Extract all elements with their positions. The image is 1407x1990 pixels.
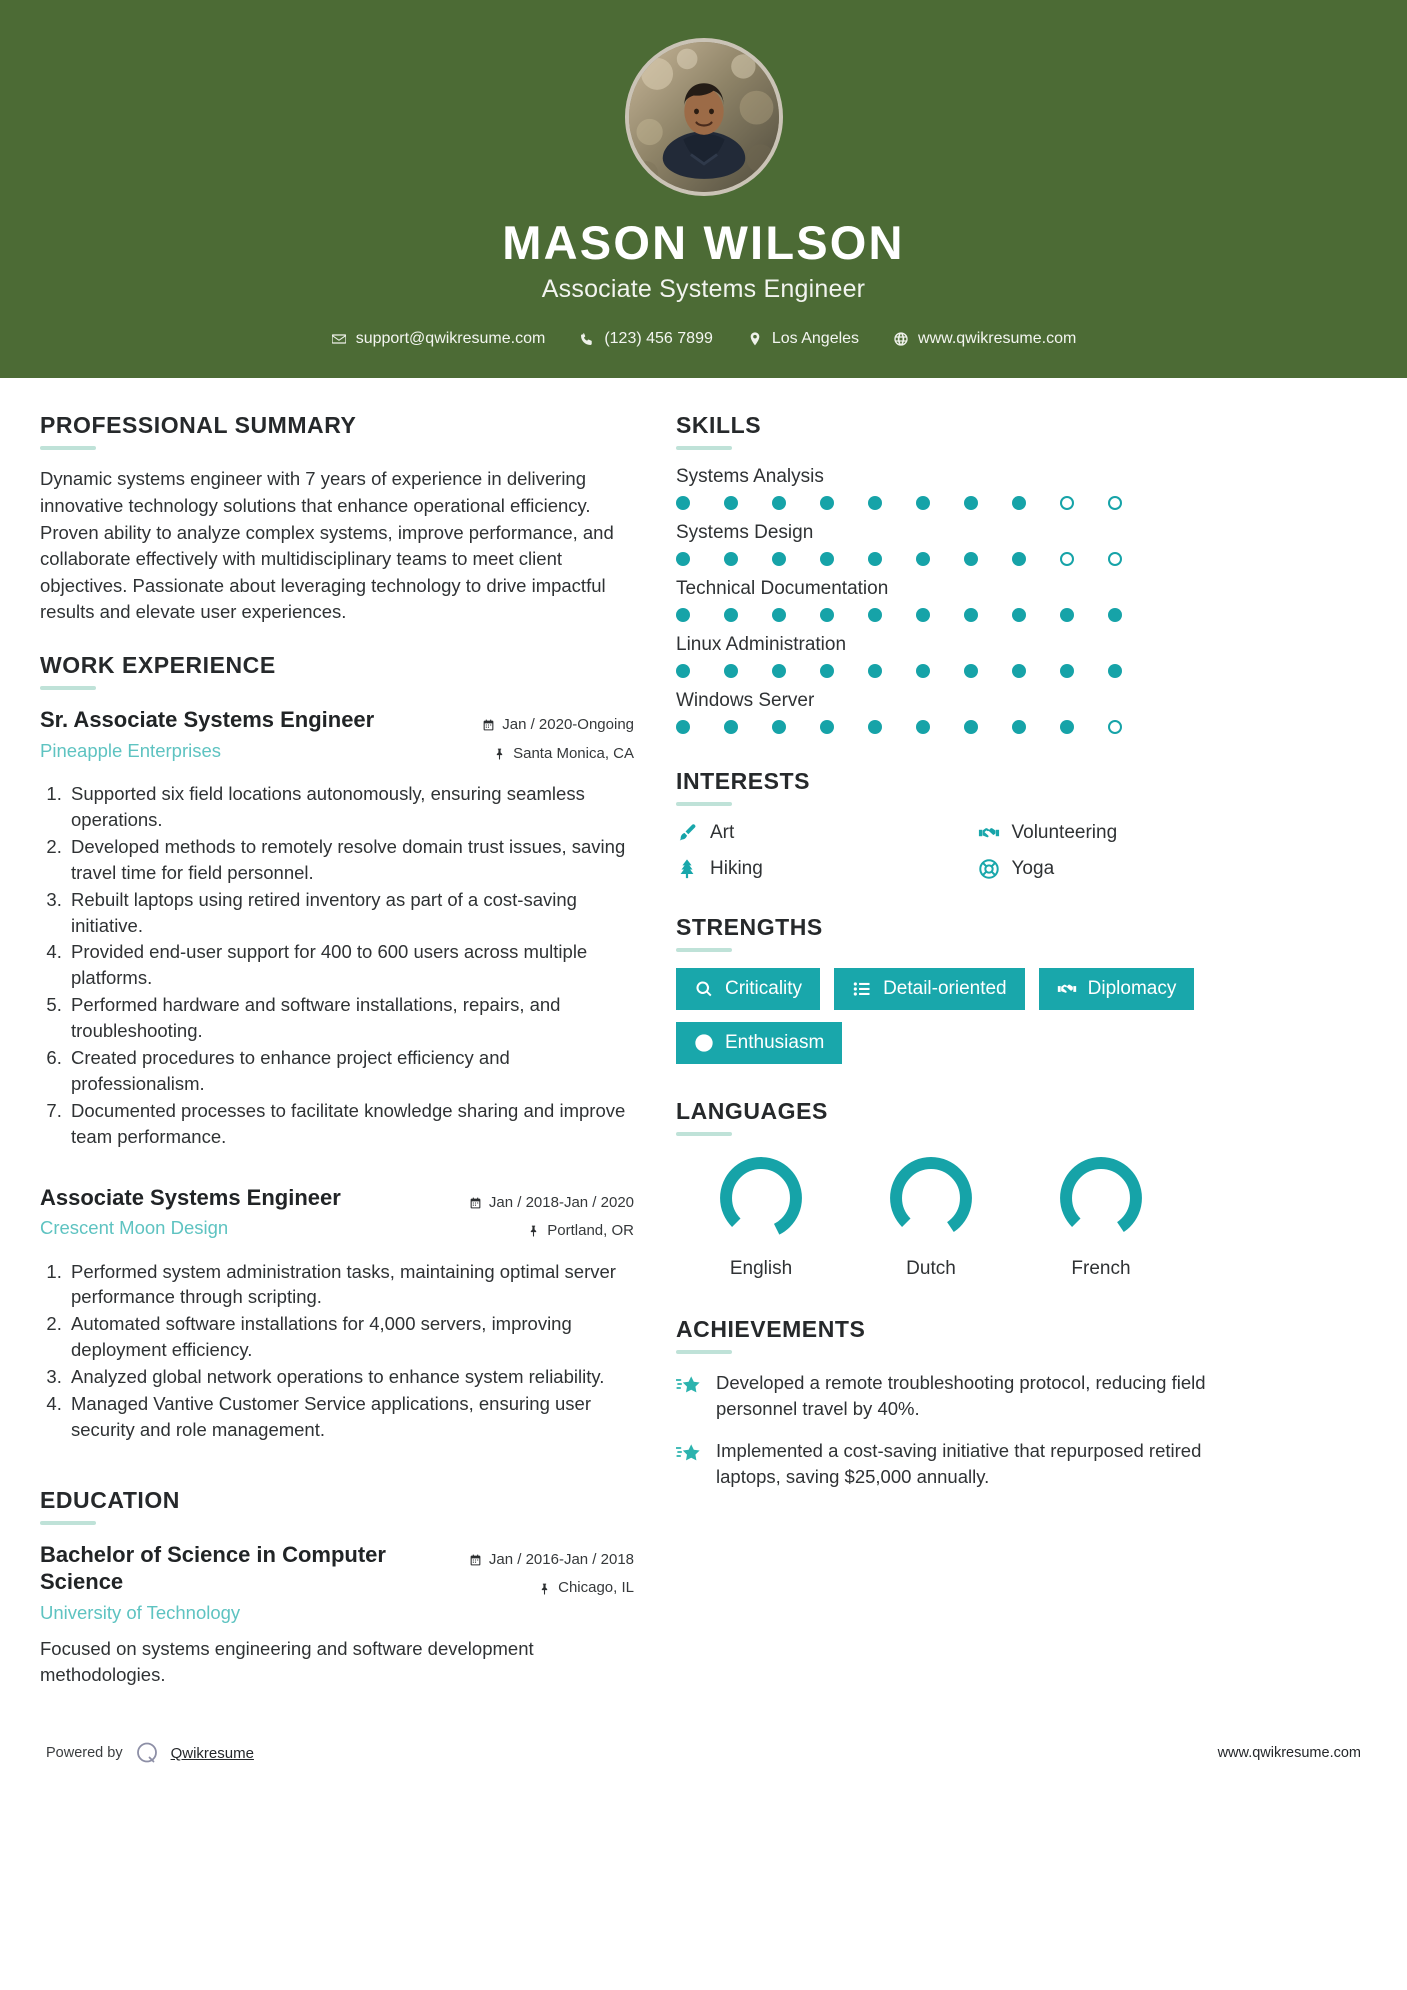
rating-dot-filled — [676, 496, 690, 510]
experience-date: Jan / 2020-Ongoing — [502, 716, 634, 734]
rating-dot-empty — [1108, 552, 1122, 566]
section-header — [40, 412, 634, 450]
list-item: 3. Analyzed global network operations to enhance system reliability. — [67, 1364, 634, 1390]
experience-date-row — [469, 1189, 634, 1218]
lifebuoy-icon — [978, 858, 1000, 880]
section-title-summary: PROFESSIONAL SUMMARY — [40, 412, 357, 439]
interest-label: Art — [710, 822, 735, 844]
entry-header — [40, 706, 634, 768]
rating-dot-filled — [1012, 608, 1026, 622]
skill-label: Technical Documentation — [676, 578, 889, 600]
rating-dot-filled — [1012, 496, 1026, 510]
list-item: 2. Developed methods to remotely resolve domain trust issues, saving travel time for field personnel. — [67, 834, 634, 886]
rating-dot-empty — [1108, 496, 1122, 510]
section-title-education: EDUCATION — [40, 1486, 180, 1513]
interest-label: Hiking — [710, 858, 763, 880]
tree-icon — [676, 858, 698, 880]
section-title-skills: SKILLS — [676, 412, 762, 439]
education-date-row — [469, 1546, 634, 1575]
achievement-item — [676, 1438, 1271, 1490]
rating-dot-filled — [964, 496, 978, 510]
section-work-experience — [40, 652, 634, 1443]
list-icon — [852, 979, 872, 999]
section-professional-summary — [40, 412, 634, 626]
rating-dot-filled — [1012, 664, 1026, 678]
experience-entry — [40, 706, 634, 1149]
rating-dot-filled — [772, 664, 786, 678]
rating-dot-filled — [868, 496, 882, 510]
list-item: 6. Created procedures to enhance project efficiency and professionalism. — [67, 1045, 634, 1097]
language-label: Dutch — [906, 1258, 956, 1280]
language-label: English — [729, 1258, 793, 1280]
strength-tag-enthusiasm — [676, 1022, 842, 1064]
handshake-icon — [1057, 979, 1077, 999]
rating-dot-filled — [1108, 664, 1122, 678]
strengths-list — [676, 968, 1271, 1064]
experience-location-row — [482, 740, 634, 769]
language-item — [676, 1152, 846, 1280]
rating-dot-filled — [676, 720, 690, 734]
rating-dot-filled — [772, 608, 786, 622]
list-item: 4. Provided end-user support for 400 to 600 users across multiple platforms. — [67, 939, 634, 991]
experience-location-row — [469, 1217, 634, 1246]
language-label: French — [1071, 1258, 1131, 1280]
rating-dot-filled — [916, 608, 930, 622]
experience-date-row — [482, 711, 634, 740]
calendar-icon — [482, 718, 495, 732]
pin-icon — [527, 1224, 540, 1238]
entry-identity — [40, 1541, 455, 1624]
pin-icon — [538, 1582, 551, 1596]
powered-by-label: Powered by — [46, 1745, 123, 1762]
rating-dot-filled — [868, 720, 882, 734]
rating-dot-filled — [916, 496, 930, 510]
section-header — [676, 1316, 1271, 1354]
experience-title: Associate Systems Engineer — [40, 1184, 341, 1210]
section-rule — [40, 446, 96, 450]
rating-dot-empty — [1108, 720, 1122, 734]
list-item: 1. Supported six field locations autonomously, ensuring seamless operations. — [67, 781, 634, 833]
interest-item — [676, 822, 970, 844]
rating-dot-empty — [1060, 496, 1074, 510]
skill-item — [676, 466, 1271, 510]
location-icon — [747, 331, 763, 347]
language-progress-ring — [715, 1152, 807, 1244]
skill-item — [676, 634, 1271, 678]
rating-dot-filled — [916, 552, 930, 566]
education-location: Chicago, IL — [558, 1579, 634, 1597]
email-icon — [331, 331, 347, 347]
rating-dot-filled — [964, 552, 978, 566]
rating-dot-filled — [916, 664, 930, 678]
right-column — [676, 412, 1271, 1515]
rating-dot-filled — [1060, 664, 1074, 678]
resume-body — [0, 378, 1407, 1714]
skills-list — [676, 466, 1271, 734]
skill-item — [676, 690, 1271, 734]
skill-label: Systems Design — [676, 522, 814, 544]
achievement-text: Implemented a cost-saving initiative that repurposed retired laptops, saving $25,000 annually. — [716, 1439, 1202, 1487]
section-skills — [676, 412, 1271, 734]
page-title: MASON WILSON — [502, 216, 905, 269]
rating-dot-filled — [724, 496, 738, 510]
section-header — [40, 652, 634, 690]
rating-dot-filled — [868, 552, 882, 566]
section-languages — [676, 1098, 1271, 1280]
section-title-interests: INTERESTS — [676, 768, 811, 795]
powered-by — [46, 1740, 254, 1766]
rating-dot-filled — [1012, 552, 1026, 566]
list-item: 5. Performed hardware and software installations, repairs, and troubleshooting. — [67, 992, 634, 1044]
qwikresume-brand-link[interactable]: Qwikresume — [170, 1744, 254, 1762]
phone-icon — [579, 331, 595, 347]
section-rule — [676, 1350, 732, 1354]
language-item — [1016, 1152, 1186, 1280]
rating-dot-filled — [868, 664, 882, 678]
interest-item — [978, 822, 1272, 844]
entry-header — [40, 1541, 634, 1624]
rating-dot-filled — [820, 608, 834, 622]
rating-dot-filled — [724, 720, 738, 734]
contact-bar — [0, 330, 1407, 348]
rating-dot-filled — [676, 664, 690, 678]
rating-dot-filled — [964, 608, 978, 622]
left-column — [40, 412, 634, 1714]
rating-dot-filled — [820, 664, 834, 678]
calendar-icon — [469, 1196, 482, 1210]
skill-rating — [676, 664, 1271, 678]
star-icon — [676, 1441, 702, 1467]
education-date: Jan / 2016-Jan / 2018 — [488, 1550, 634, 1568]
experience-title: Sr. Associate Systems Engineer — [40, 707, 375, 733]
skill-label: Linux Administration — [676, 634, 847, 656]
section-rule — [40, 686, 96, 690]
experience-company: Crescent Moon Design — [40, 1217, 229, 1239]
resume-footer — [0, 1740, 1407, 1792]
rating-dot-filled — [724, 664, 738, 678]
section-title-languages: LANGUAGES — [676, 1098, 828, 1125]
rating-dot-filled — [916, 720, 930, 734]
interest-label: Volunteering — [1011, 822, 1118, 844]
rating-dot-filled — [1108, 608, 1122, 622]
calendar-icon — [469, 1553, 482, 1567]
section-header — [676, 768, 1271, 806]
rating-dot-filled — [1060, 720, 1074, 734]
section-title-work: WORK EXPERIENCE — [40, 652, 276, 679]
rating-dot-filled — [820, 720, 834, 734]
section-education — [40, 1487, 634, 1689]
contact-website-text: www.qwikresume.com — [918, 330, 1077, 348]
entry-identity — [40, 706, 468, 762]
language-progress-ring — [1055, 1152, 1147, 1244]
summary-text: Dynamic systems engineer with 7 years of experience in delivering innovative technology solutions that enhance operational efficiency. Proven ability to analyze complex systems, improve performance, and collaborate effectively with multidisciplinary teams to meet client objectives. Passionate about leveraging technology to drive impactful results and elevate user experiences. — [40, 468, 614, 623]
rating-dot-filled — [1060, 608, 1074, 622]
section-rule — [40, 1521, 96, 1525]
contact-location-text: Los Angeles — [771, 330, 860, 348]
experience-location: Portland, OR — [547, 1222, 634, 1240]
section-rule — [676, 802, 732, 806]
skill-item — [676, 522, 1271, 566]
experience-date: Jan / 2018-Jan / 2020 — [488, 1193, 634, 1211]
rating-dot-filled — [724, 608, 738, 622]
list-item: 3. Rebuilt laptops using retired inventory as part of a cost-saving initiative. — [67, 887, 634, 939]
interest-label: Yoga — [1011, 858, 1055, 880]
entry-header — [40, 1184, 634, 1246]
skill-item — [676, 578, 1271, 622]
avatar — [625, 38, 783, 196]
education-description: Focused on systems engineering and software development methodologies. — [40, 1637, 534, 1686]
pin-icon — [493, 747, 506, 761]
experience-location: Santa Monica, CA — [513, 744, 634, 762]
rating-dot-filled — [964, 720, 978, 734]
section-strengths — [676, 914, 1271, 1064]
smiley-icon — [694, 1033, 714, 1053]
rating-dot-filled — [676, 608, 690, 622]
education-location-row — [469, 1574, 634, 1603]
globe-icon — [893, 331, 909, 347]
entry-identity — [40, 1184, 455, 1240]
rating-dot-filled — [868, 608, 882, 622]
section-interests — [676, 768, 1271, 880]
paintbrush-icon — [676, 822, 698, 844]
entry-meta — [482, 706, 634, 768]
rating-dot-empty — [1060, 552, 1074, 566]
contact-email[interactable] — [314, 330, 563, 348]
magnifier-icon — [694, 979, 714, 999]
list-item: 2. Automated software installations for 4,000 servers, improving deployment efficiency. — [67, 1311, 634, 1363]
strength-tag-diplomacy — [1039, 968, 1195, 1010]
section-achievements — [676, 1316, 1271, 1490]
rating-dot-filled — [1012, 720, 1026, 734]
experience-company: Pineapple Enterprises — [40, 739, 221, 761]
skill-label: Systems Analysis — [676, 466, 824, 488]
footer-url[interactable]: www.qwikresume.com — [1217, 1745, 1361, 1762]
skill-rating — [676, 608, 1271, 622]
rating-dot-filled — [820, 552, 834, 566]
rating-dot-filled — [772, 496, 786, 510]
education-school: University of Technology — [40, 1601, 241, 1623]
interests-grid — [676, 822, 1271, 880]
experience-bullets — [40, 1259, 634, 1443]
handshake-icon — [978, 822, 1000, 844]
education-degree: Bachelor of Science in Computer Science — [40, 1541, 386, 1595]
languages-list — [676, 1152, 1271, 1280]
language-progress-ring — [885, 1152, 977, 1244]
strength-label: Detail-oriented — [883, 978, 1007, 1000]
section-title-strengths: STRENGTHS — [676, 914, 823, 941]
section-header — [676, 1098, 1271, 1136]
experience-bullets — [40, 781, 634, 1149]
skill-rating — [676, 720, 1271, 734]
contact-phone[interactable] — [562, 330, 730, 348]
education-entry — [40, 1541, 634, 1689]
job-title: Associate Systems Engineer — [541, 275, 866, 304]
contact-email-text: support@qwikresume.com — [355, 330, 546, 348]
rating-dot-filled — [772, 552, 786, 566]
list-item: 1. Performed system administration tasks, maintaining optimal server performance through scripting. — [67, 1259, 634, 1311]
rating-dot-filled — [772, 720, 786, 734]
entry-meta — [469, 1541, 634, 1603]
star-icon — [676, 1373, 702, 1399]
section-header — [676, 412, 1271, 450]
strength-label: Criticality — [725, 978, 803, 1000]
contact-location[interactable] — [730, 330, 876, 348]
section-header — [676, 914, 1271, 952]
experience-entry — [40, 1184, 634, 1443]
qwikresume-logo-icon — [134, 1740, 160, 1766]
resume-header — [0, 0, 1407, 378]
achievement-text: Developed a remote troubleshooting protocol, reducing field personnel travel by 40%. — [716, 1372, 1206, 1419]
strength-tag-detail-oriented — [834, 968, 1025, 1010]
achievement-item — [676, 1370, 1271, 1422]
strength-label: Enthusiasm — [725, 1032, 825, 1054]
strength-tag-criticality — [676, 968, 820, 1010]
strength-label: Diplomacy — [1087, 978, 1177, 1000]
contact-phone-text: (123) 456 7899 — [604, 330, 713, 348]
list-item: 4. Managed Vantive Customer Service applications, ensuring user security and role management. — [67, 1391, 634, 1443]
rating-dot-filled — [724, 552, 738, 566]
skill-label: Windows Server — [676, 690, 815, 712]
section-title-achievements: ACHIEVEMENTS — [676, 1316, 866, 1343]
language-item — [846, 1152, 1016, 1280]
entry-meta — [469, 1184, 634, 1246]
rating-dot-filled — [820, 496, 834, 510]
section-rule — [676, 1132, 732, 1136]
skill-rating — [676, 496, 1271, 510]
contact-website[interactable] — [876, 330, 1093, 348]
interest-item — [978, 858, 1272, 880]
skill-rating — [676, 552, 1271, 566]
section-rule — [676, 446, 732, 450]
interest-item — [676, 858, 970, 880]
section-header — [40, 1487, 634, 1525]
section-rule — [676, 948, 732, 952]
list-item: 7. Documented processes to facilitate knowledge sharing and improve team performance. — [67, 1098, 634, 1150]
rating-dot-filled — [964, 664, 978, 678]
rating-dot-filled — [676, 552, 690, 566]
